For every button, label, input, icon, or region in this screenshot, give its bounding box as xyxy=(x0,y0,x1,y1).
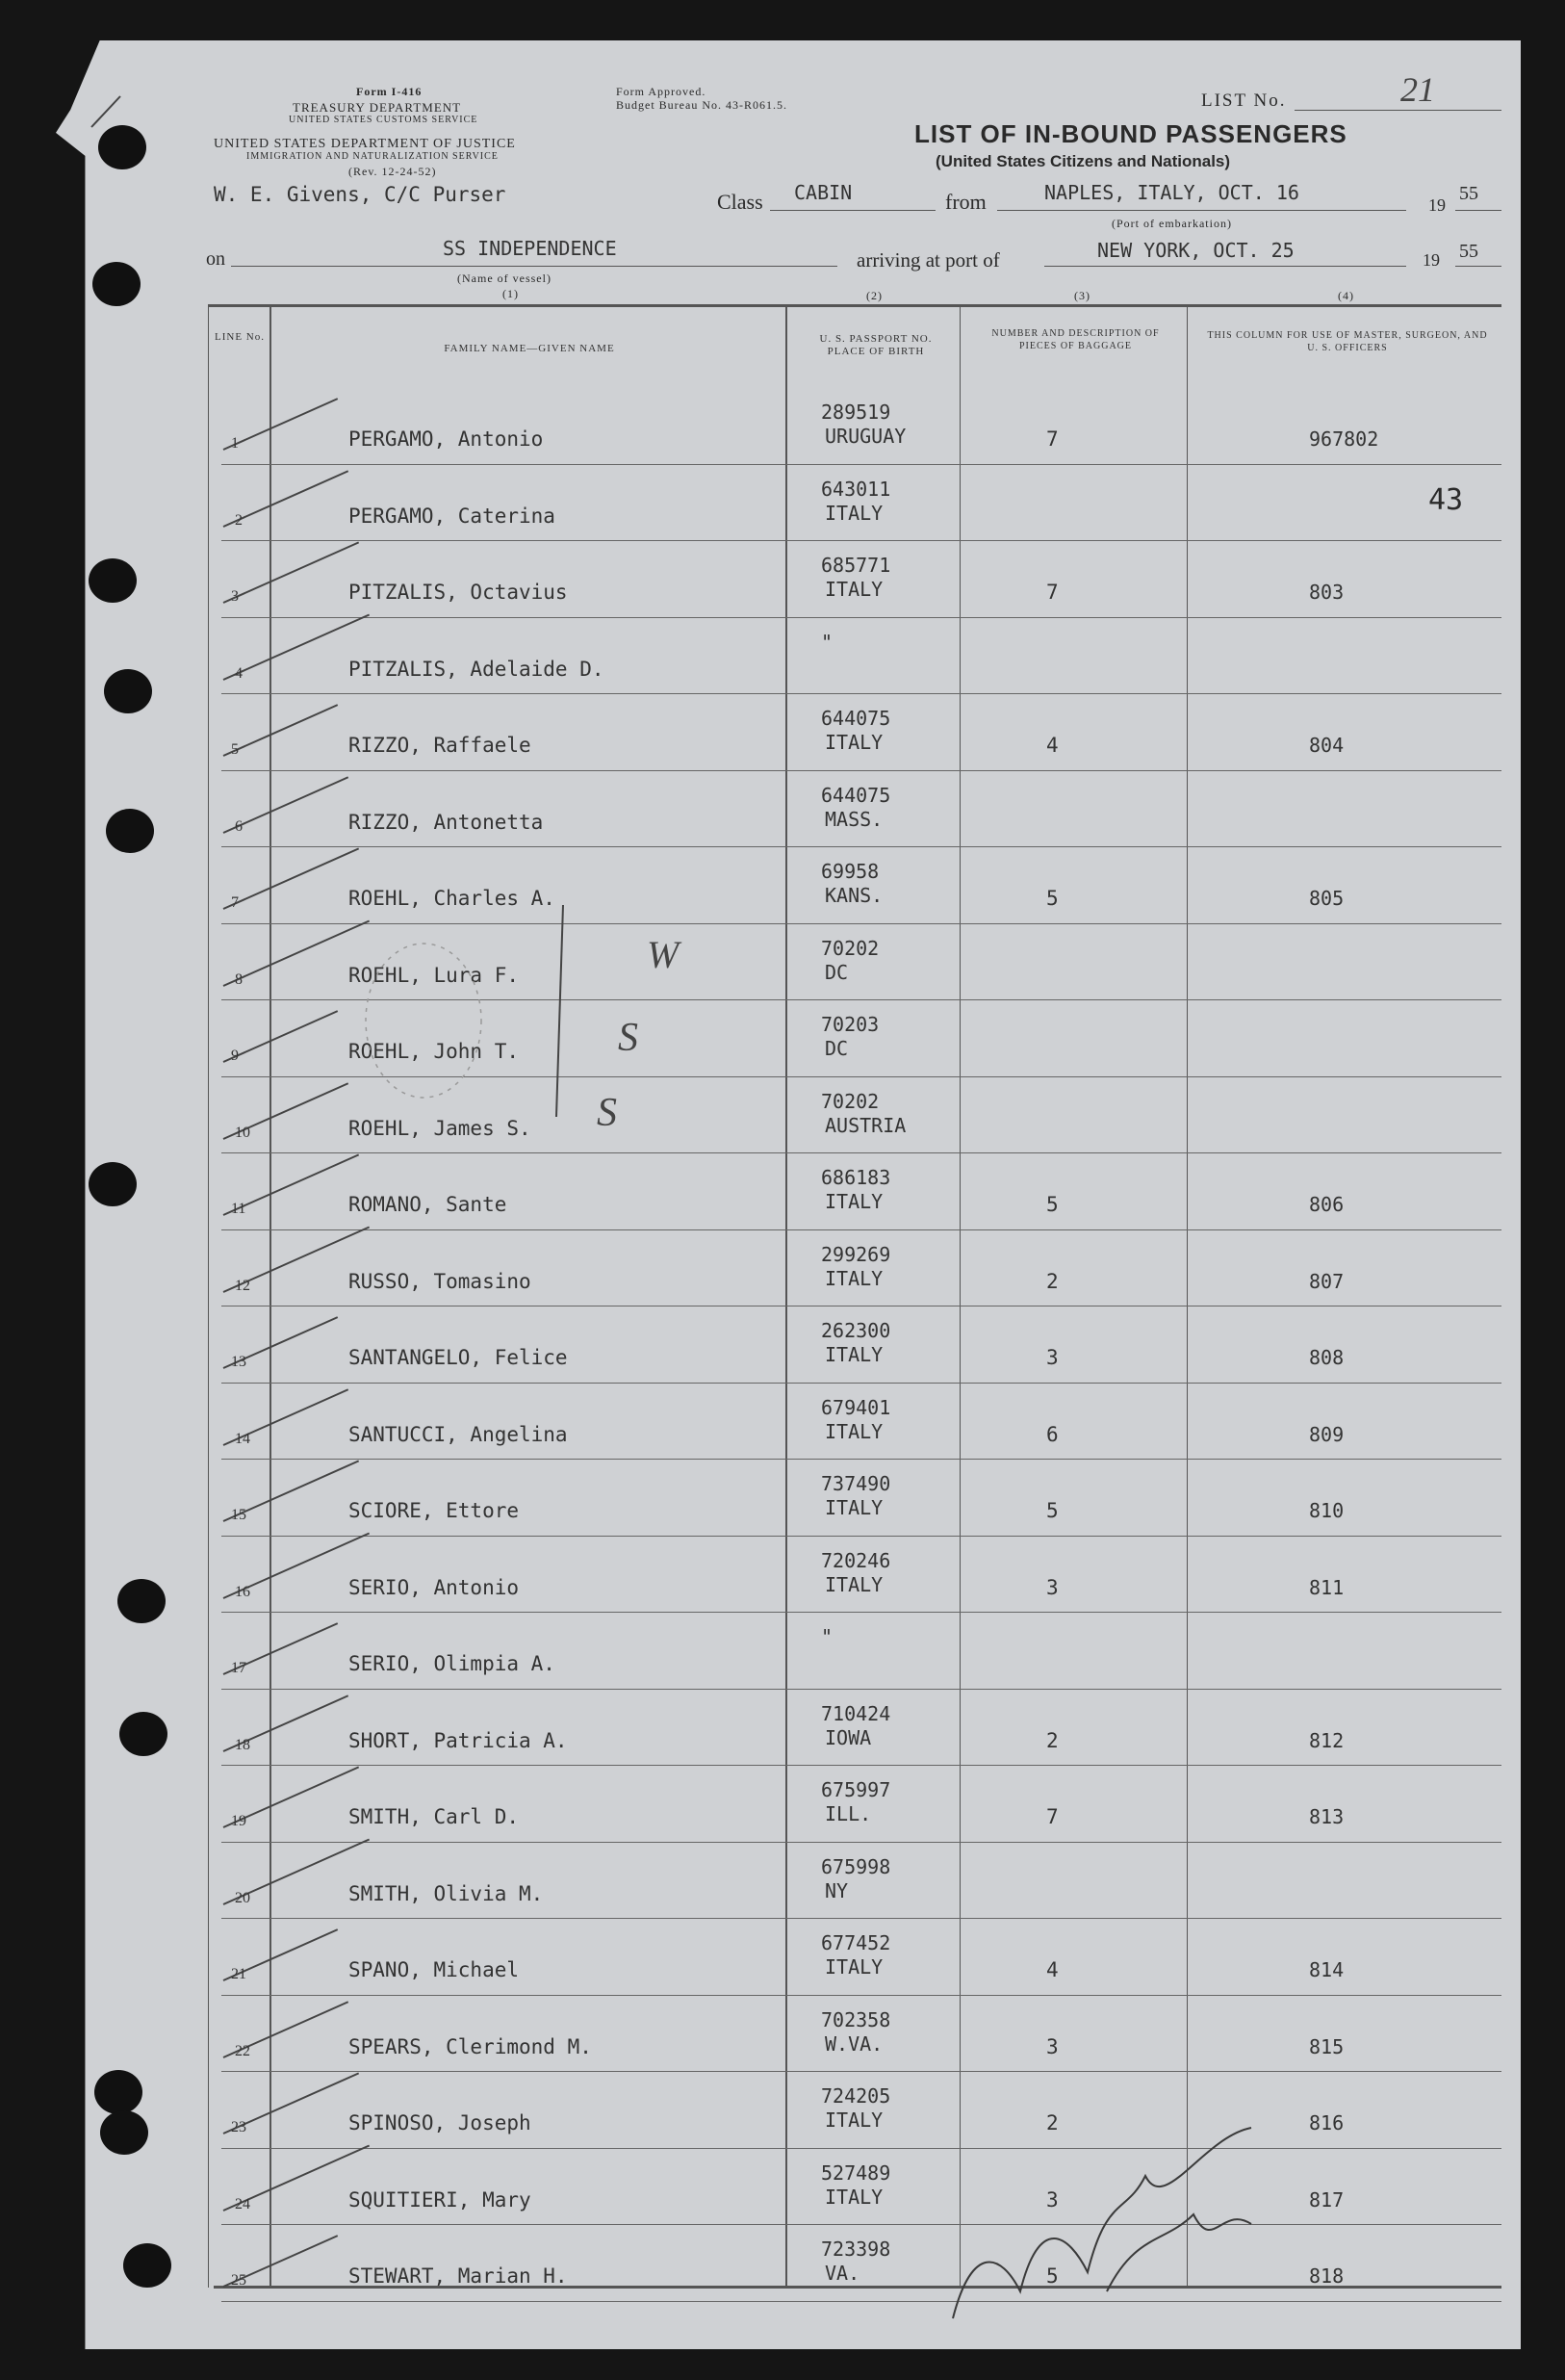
row-divider xyxy=(221,2148,1501,2149)
punch-hole xyxy=(123,2243,171,2288)
baggage-count: 5 xyxy=(1046,1499,1059,1522)
passport-number: 723398 xyxy=(821,2238,891,2261)
row-divider xyxy=(221,770,1501,771)
place-of-birth: VA. xyxy=(825,2262,860,2285)
row-divider xyxy=(221,999,1501,1000)
row-divider xyxy=(221,1152,1501,1153)
baggage-count: 3 xyxy=(1046,2034,1059,2058)
row-divider xyxy=(221,540,1501,541)
handwritten-mark: S xyxy=(597,1091,617,1135)
line-number: 18 xyxy=(235,1736,250,1753)
officer-number: 816 xyxy=(1309,2111,1345,2134)
place-of-birth: ITALY xyxy=(825,1496,884,1519)
row-divider xyxy=(221,923,1501,924)
passport-number: " xyxy=(821,630,834,654)
passport-number: 70202 xyxy=(821,936,880,960)
passenger-name: SHORT, Patricia A. xyxy=(348,1728,568,1752)
customs-service: UNITED STATES CUSTOMS SERVICE xyxy=(289,115,478,125)
passport-number: 675997 xyxy=(821,1778,891,1801)
form-sheet xyxy=(56,40,1521,2349)
row-divider xyxy=(221,1076,1501,1077)
passport-number: 679401 xyxy=(821,1395,891,1419)
officer-number: 811 xyxy=(1309,1575,1345,1599)
punch-hole xyxy=(117,1579,166,1623)
budget-bureau: Budget Bureau No. 43-R061.5. xyxy=(616,98,787,112)
officer-number: 814 xyxy=(1309,1958,1345,1981)
passport-number: 262300 xyxy=(821,1319,891,1342)
place-of-birth: ITALY xyxy=(825,578,884,601)
place-of-birth: ITALY xyxy=(825,501,884,525)
col-num-4: (4) xyxy=(1338,289,1354,302)
year-prefix-arrival: 19 xyxy=(1423,250,1440,270)
list-number-label: LIST No. xyxy=(1201,91,1287,111)
table-col-line xyxy=(785,306,787,2288)
line-number: 20 xyxy=(235,1889,250,1906)
passport-number: 644075 xyxy=(821,707,891,730)
col-num-1: (1) xyxy=(502,287,519,300)
table-col-line xyxy=(1187,306,1188,2288)
vessel-name: SS INDEPENDENCE xyxy=(443,237,617,260)
form-number: Form I-416 xyxy=(356,85,423,98)
place-of-birth: MASS. xyxy=(825,807,884,831)
passenger-name: ROEHL, James S. xyxy=(348,1116,531,1140)
passenger-name: RUSSO, Tomasino xyxy=(348,1269,531,1293)
line-number: 12 xyxy=(235,1277,250,1294)
punch-hole xyxy=(100,2110,148,2155)
passport-number: 299269 xyxy=(821,1242,891,1266)
line-number: 8 xyxy=(235,970,243,988)
row-divider xyxy=(221,1689,1501,1690)
baggage-count: 2 xyxy=(1046,2111,1059,2134)
baggage-count: 2 xyxy=(1046,1269,1059,1293)
row-divider xyxy=(221,1995,1501,1996)
officer-number: 809 xyxy=(1309,1422,1345,1446)
officer-number: 817 xyxy=(1309,2187,1345,2212)
line-number: 24 xyxy=(235,2195,250,2212)
passport-number: 685771 xyxy=(821,554,891,577)
col-header-passport: U. S. PASSPORT NO. PLACE OF BIRTH xyxy=(819,333,933,357)
baggage-count: 5 xyxy=(1046,1193,1059,1216)
passport-number: 527489 xyxy=(821,2160,891,2185)
passenger-name: SQUITIERI, Mary xyxy=(348,2187,531,2212)
passport-number: 702358 xyxy=(821,2007,891,2031)
place-of-birth: ITALY xyxy=(825,2185,884,2209)
passport-number: 724205 xyxy=(821,2084,891,2108)
passenger-name: PERGAMO, Caterina xyxy=(348,504,555,528)
passenger-name: ROEHL, John T. xyxy=(348,1040,520,1063)
punch-hole xyxy=(98,125,146,169)
row-divider xyxy=(221,1918,1501,1919)
place-of-birth: ITALY xyxy=(825,731,884,754)
year-from: 55 xyxy=(1459,183,1478,204)
from-value: NAPLES, ITALY, OCT. 16 xyxy=(1044,181,1299,204)
officer-number: 808 xyxy=(1309,1346,1345,1369)
officer-number: 804 xyxy=(1309,734,1345,757)
col-num-2: (2) xyxy=(866,289,883,302)
row-divider xyxy=(221,464,1501,465)
baggage-count: 2 xyxy=(1046,1728,1059,1752)
line-number: 3 xyxy=(231,588,239,605)
passenger-name: ROMANO, Sante xyxy=(348,1193,507,1216)
place-of-birth: URUGUAY xyxy=(825,425,907,448)
line-number: 9 xyxy=(231,1048,239,1064)
punch-hole xyxy=(104,669,152,713)
passenger-name: SPINOSO, Joseph xyxy=(348,2111,531,2134)
baggage-count: 4 xyxy=(1046,734,1059,757)
handwritten-mark: W xyxy=(647,933,680,976)
place-of-birth: ITALY xyxy=(825,2108,884,2132)
officer-number: 813 xyxy=(1309,1805,1345,1828)
col-header-name: FAMILY NAME—GIVEN NAME xyxy=(444,343,615,354)
row-divider xyxy=(221,1229,1501,1230)
punch-hole xyxy=(119,1712,167,1756)
place-of-birth: KANS. xyxy=(825,884,884,907)
row-divider xyxy=(221,2071,1501,2072)
place-of-birth: DC xyxy=(825,1037,849,1060)
line-number: 6 xyxy=(235,817,243,835)
row-divider xyxy=(221,1842,1501,1843)
handwritten-mark: S xyxy=(618,1016,638,1060)
punch-hole xyxy=(94,2070,142,2114)
treasury-dept: TREASURY DEPARTMENT xyxy=(293,100,462,115)
line-number: 25 xyxy=(231,2272,246,2289)
row-divider xyxy=(221,2224,1501,2225)
baggage-count: 5 xyxy=(1046,887,1059,910)
passenger-name: ROEHL, Lura F. xyxy=(348,963,520,987)
punch-hole xyxy=(89,558,137,603)
col-num-3: (3) xyxy=(1074,289,1090,302)
officer-number: 812 xyxy=(1309,1728,1345,1752)
officer-number: 815 xyxy=(1309,2034,1345,2058)
passport-number: 675998 xyxy=(821,1854,891,1878)
officer-number: 967802 xyxy=(1309,427,1379,451)
line-number: 5 xyxy=(231,741,239,758)
place-of-birth: ITALY xyxy=(825,1190,884,1213)
baggage-count: 4 xyxy=(1046,1958,1059,1981)
row-divider xyxy=(221,693,1501,694)
place-of-birth: NY xyxy=(825,1878,849,1902)
line-number: 14 xyxy=(235,1430,250,1447)
line-number: 19 xyxy=(231,1813,246,1829)
officer-number: 803 xyxy=(1309,581,1345,604)
passport-number: " xyxy=(821,1625,834,1648)
list-number-value: 21 xyxy=(1400,70,1435,109)
from-label: from xyxy=(945,190,987,214)
row-divider xyxy=(221,1383,1501,1384)
passport-number: 289519 xyxy=(821,401,891,424)
officer-number: 818 xyxy=(1309,2264,1345,2288)
line-number: 15 xyxy=(231,1507,246,1523)
place-of-birth: DC xyxy=(825,960,849,984)
baggage-count: 3 xyxy=(1046,1346,1059,1369)
col-header-baggage: NUMBER AND DESCRIPTION OF PIECES OF BAGGAGE xyxy=(991,328,1160,351)
officer-number: 810 xyxy=(1309,1499,1345,1522)
officer-number: 805 xyxy=(1309,887,1345,910)
baggage-count: 7 xyxy=(1046,581,1059,604)
place-of-birth: ITALY xyxy=(825,1343,884,1366)
justice-dept: UNITED STATES DEPARTMENT OF JUSTICE xyxy=(214,137,516,151)
line-number: 1 xyxy=(231,435,239,452)
passport-number: 737490 xyxy=(821,1472,891,1495)
year-arrival: 55 xyxy=(1459,241,1478,262)
line-number: 11 xyxy=(231,1201,246,1217)
row-divider xyxy=(221,846,1501,847)
row-divider xyxy=(221,1612,1501,1613)
margin-annotation-43: 43 xyxy=(1428,483,1464,517)
form-approved: Form Approved. xyxy=(616,85,706,98)
table-col-line xyxy=(208,304,209,2288)
passport-number: 70203 xyxy=(821,1013,880,1036)
passenger-name: SANTUCCI, Angelina xyxy=(348,1422,568,1446)
passport-number: 643011 xyxy=(821,477,891,501)
line-number: 10 xyxy=(235,1124,250,1141)
line-number: 21 xyxy=(231,1966,246,1982)
line-number: 16 xyxy=(235,1583,250,1600)
table-top-rule xyxy=(208,304,1501,307)
col-header-line: LINE No. xyxy=(215,331,265,343)
place-of-birth: ITALY xyxy=(825,1572,884,1596)
table-col-line xyxy=(269,306,271,2288)
passport-number: 677452 xyxy=(821,1931,891,1954)
line-number: 23 xyxy=(231,2119,246,2135)
line-number: 13 xyxy=(231,1354,246,1370)
line-number: 4 xyxy=(235,664,243,682)
passport-number: 69958 xyxy=(821,860,880,883)
class-label: Class xyxy=(717,190,763,214)
row-divider xyxy=(221,2301,1501,2302)
place-of-birth: W.VA. xyxy=(825,2031,884,2056)
passenger-name: PITZALIS, Adelaide D. xyxy=(348,657,604,681)
line-number: 7 xyxy=(231,894,239,911)
arriving-label: arriving at port of xyxy=(857,248,1000,272)
page-subtitle: (United States Citizens and Nationals) xyxy=(936,152,1231,170)
on-label: on xyxy=(206,248,225,270)
passenger-name: SMITH, Carl D. xyxy=(348,1805,520,1828)
table-col-line xyxy=(960,306,961,2288)
arrival-port: NEW YORK, OCT. 25 xyxy=(1097,239,1295,262)
passenger-name: STEWART, Marian H. xyxy=(348,2264,568,2288)
baggage-count: 3 xyxy=(1046,2187,1059,2212)
line-number: 17 xyxy=(231,1660,246,1676)
passenger-name: SANTANGELO, Felice xyxy=(348,1346,568,1369)
line-number: 22 xyxy=(235,2042,250,2059)
row-divider xyxy=(221,617,1501,618)
passport-number: 686183 xyxy=(821,1166,891,1189)
passenger-name: SPEARS, Clerimond M. xyxy=(348,2034,592,2058)
baggage-count: 7 xyxy=(1046,1805,1059,1828)
baggage-count: 6 xyxy=(1046,1422,1059,1446)
place-of-birth: ITALY xyxy=(825,1955,884,1979)
punch-hole xyxy=(106,809,154,853)
row-divider xyxy=(221,1459,1501,1460)
passenger-name: PITZALIS, Octavius xyxy=(348,581,568,604)
class-value: CABIN xyxy=(794,181,853,204)
passenger-name: SPANO, Michael xyxy=(348,1958,520,1981)
ins-service: IMMIGRATION AND NATURALIZATION SERVICE xyxy=(246,151,499,162)
line-number: 2 xyxy=(235,511,243,529)
passenger-name: SCIORE, Ettore xyxy=(348,1499,520,1522)
punch-hole xyxy=(92,262,141,306)
place-of-birth: IOWA xyxy=(825,1725,872,1749)
port-embark-caption: (Port of embarkation) xyxy=(1112,217,1232,230)
passenger-name: RIZZO, Antonetta xyxy=(348,810,544,834)
place-of-birth: ITALY xyxy=(825,1419,884,1443)
passport-number: 70202 xyxy=(821,1089,880,1113)
year-prefix: 19 xyxy=(1428,195,1446,215)
baggage-count: 7 xyxy=(1046,427,1059,451)
revision-date: (Rev. 12-24-52) xyxy=(348,165,437,178)
passenger-name: SMITH, Olivia M. xyxy=(348,1881,544,1905)
row-divider xyxy=(221,1765,1501,1766)
place-of-birth: ITALY xyxy=(825,1266,884,1290)
baggage-count: 3 xyxy=(1046,1575,1059,1599)
vessel-caption: (Name of vessel) xyxy=(457,272,552,285)
passenger-name: RIZZO, Raffaele xyxy=(348,734,531,757)
passenger-name: SERIO, Antonio xyxy=(348,1575,520,1599)
row-divider xyxy=(221,1536,1501,1537)
baggage-count: 5 xyxy=(1046,2264,1059,2288)
officer-number: 806 xyxy=(1309,1193,1345,1216)
punch-hole xyxy=(89,1162,137,1206)
officer-number: 807 xyxy=(1309,1269,1345,1293)
place-of-birth: AUSTRIA xyxy=(825,1113,907,1137)
col-header-officers: THIS COLUMN FOR USE OF MASTER, SURGEON, AND U. S. OFFICERS xyxy=(1207,330,1488,353)
passport-number: 720246 xyxy=(821,1548,891,1572)
passport-number: 644075 xyxy=(821,783,891,807)
page-title: LIST OF IN-BOUND PASSENGERS xyxy=(914,119,1347,148)
place-of-birth: ILL. xyxy=(825,1802,872,1825)
passenger-name: ROEHL, Charles A. xyxy=(348,887,555,910)
passport-number: 710424 xyxy=(821,1701,891,1725)
purser-line: W. E. Givens, C/C Purser xyxy=(214,183,506,206)
passenger-name: SERIO, Olimpia A. xyxy=(348,1652,555,1675)
passenger-name: PERGAMO, Antonio xyxy=(348,427,544,451)
